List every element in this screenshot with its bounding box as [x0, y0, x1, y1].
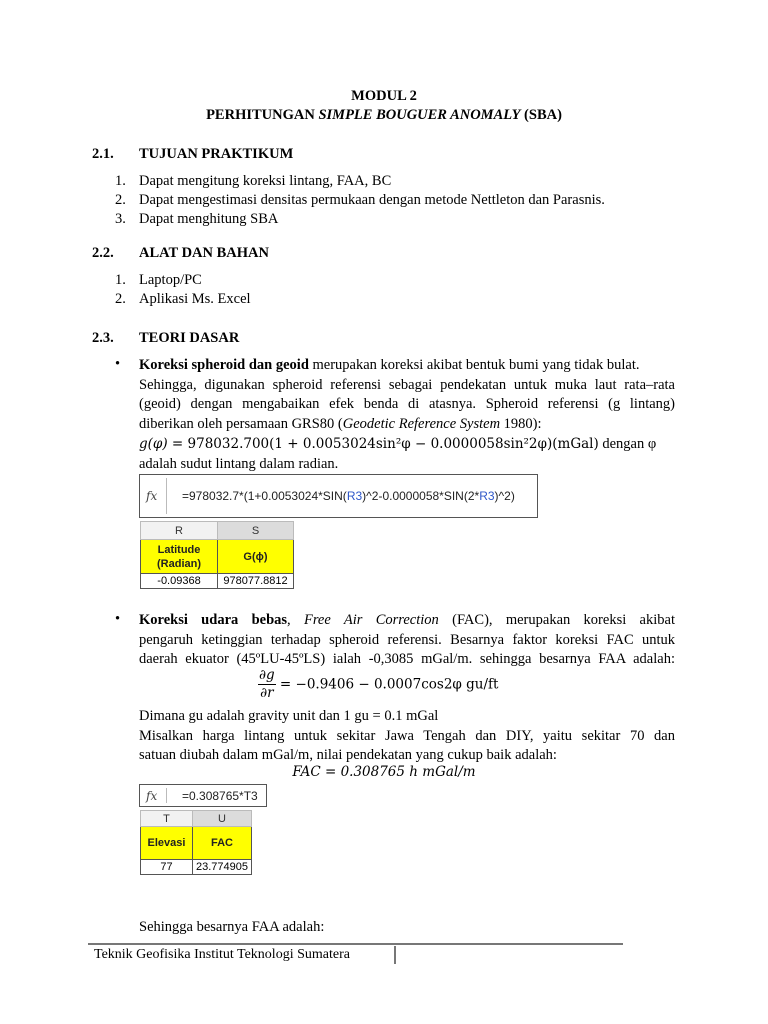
- bullet-icon: •: [115, 611, 121, 627]
- excel-table-gravity: [140, 521, 294, 589]
- title-italic: SIMPLE BOUGUER ANOMALY: [318, 107, 521, 123]
- derivative-formula: [258, 667, 498, 707]
- table-header-cell: G(ϕ): [218, 540, 294, 574]
- derivative-numerator: ∂g: [259, 667, 275, 683]
- section-title-2-1: TUJUAN PRAKTIKUM: [139, 146, 294, 162]
- list-item: [115, 192, 605, 209]
- formula-tail: dengan φ: [598, 436, 657, 453]
- document-title: [0, 107, 768, 124]
- list-number: 2.: [115, 291, 126, 307]
- text-line: satuan diubah dalam mGal/m, nilai pendekatan yang cukup baik adalah:: [139, 747, 557, 764]
- list-text: Dapat mengestimasi densitas permukaan dengan metode Nettleton dan Parasnis.: [139, 192, 605, 208]
- italic-term: Free Air Correction: [303, 612, 439, 628]
- derivative-rhs: = −0.9406 − 0.0007cos2φ gu/ft: [275, 676, 499, 693]
- table-cell: 978077.8812: [218, 574, 294, 589]
- list-number: 3.: [115, 211, 126, 227]
- derivative-denominator: ∂r: [260, 685, 274, 701]
- cell-ref: R3: [479, 489, 495, 503]
- title-prefix: PERHITUNGAN: [206, 107, 319, 123]
- list-number: 1.: [115, 272, 126, 288]
- section-number-2-2: 2.2.: [92, 245, 114, 261]
- cell-ref: R3: [346, 489, 363, 503]
- formula-text: [182, 489, 515, 503]
- fx-icon: fx: [146, 788, 158, 803]
- list-item: [115, 291, 251, 308]
- formula-text: =0.308765*T3: [182, 788, 258, 803]
- excel-table-fac: [140, 810, 252, 875]
- fac-formula: FAC = 0.308765 h mGal/m: [292, 764, 476, 780]
- section-number-2-3: 2.3.: [92, 330, 114, 346]
- title-suffix: (SBA): [520, 107, 562, 123]
- footer-bar: [394, 946, 396, 964]
- text-line: diberikan oleh persamaan GRS80 (: [139, 415, 343, 432]
- formula-rhs: = 978032.700(1 + 0.0053024sin²φ − 0.0000058sin²2φ)(mGal): [167, 436, 599, 453]
- footer-divider: [88, 943, 623, 945]
- bullet-icon: •: [115, 356, 121, 372]
- module-label: MODUL 2: [351, 88, 417, 104]
- excel-formula-bar: [139, 784, 267, 807]
- list-number: 1.: [115, 173, 126, 189]
- footer-text: Teknik Geofisika Institut Teknologi Sumatera: [94, 947, 350, 962]
- text-line: Sehingga, digunakan spheroid referensi sebagai pendekatan untuk muka laut rata–rata: [139, 376, 675, 393]
- divider: [166, 788, 167, 803]
- divider: [166, 478, 167, 514]
- list-text: Dapat menghitung SBA: [139, 211, 279, 227]
- bold-term: Koreksi udara bebas: [139, 612, 288, 628]
- section-number-2-1: 2.1.: [92, 146, 114, 162]
- text-line: Dimana gu adalah gravity unit dan 1 gu = 0.1 mGal: [139, 708, 439, 724]
- column-header: U: [193, 811, 252, 827]
- list-item: [115, 272, 202, 289]
- text-line: 1980):: [500, 415, 542, 432]
- excel-formula-bar: [139, 474, 538, 518]
- text-line: Misalkan harga lintang untuk sekitar Jawa Tengah dan DIY, yaitu sekitar 70 dan: [139, 727, 675, 744]
- table-header-cell: FAC: [193, 827, 252, 860]
- text-line: adalah sudut lintang dalam radian.: [139, 455, 339, 472]
- grs80-formula: [139, 435, 675, 455]
- table-cell: 77: [141, 860, 193, 875]
- section-title-2-2: ALAT DAN BAHAN: [139, 245, 269, 261]
- formula-part: =978032.7*(1+0.0053024*SIN(: [182, 489, 347, 503]
- table-header-cell: Latitude (Radian): [141, 540, 218, 574]
- column-header: T: [141, 811, 193, 827]
- table-cell: 23.774905: [193, 860, 252, 875]
- list-text: Laptop/PC: [139, 272, 202, 288]
- text-line: daerah ekuator (45ºLU-45ºLS) ialah -0,3085 mGal/m. sehingga besarnya FAA adalah:: [139, 651, 675, 668]
- text-line: merupakan koreksi akibat bentuk bumi yang tidak bulat.: [308, 357, 640, 373]
- formula-part: )^2): [494, 489, 515, 503]
- list-text: Dapat mengitung koreksi lintang, FAA, BC: [139, 173, 392, 189]
- text-line: (FAC), merupakan koreksi akibat: [438, 612, 675, 628]
- column-header: R: [141, 522, 218, 540]
- column-header: S: [218, 522, 294, 540]
- section-title-2-3: TEORI DASAR: [139, 330, 240, 346]
- paragraph-fac: [139, 611, 675, 670]
- table-header-cell: Elevasi: [141, 827, 193, 860]
- formula-part: )^2-0.0000058*SIN(2*: [362, 489, 480, 503]
- paragraph-spheroid: [139, 356, 675, 475]
- formula-lhs: g(φ): [139, 436, 168, 453]
- text-line: (geoid) dengan mengabaikan efek benda di atasnya. Spheroid referensi (g lintang): [139, 396, 675, 413]
- table-cell: -0.09368: [141, 574, 218, 589]
- closing-text: Sehingga besarnya FAA adalah:: [139, 919, 325, 935]
- italic-term: Geodetic Reference System: [342, 415, 501, 432]
- list-item: [115, 211, 278, 228]
- text-line: pengaruh ketinggian terhadap spheroid referensi. Besarnya faktor koreksi FAC untuk: [139, 631, 675, 648]
- list-text: Aplikasi Ms. Excel: [139, 291, 251, 307]
- paragraph-fac-cont: [139, 707, 675, 766]
- fx-icon: fx: [146, 489, 158, 503]
- list-item: [115, 173, 391, 190]
- text-part: ,: [287, 612, 304, 628]
- bold-term: Koreksi spheroid dan geoid: [139, 357, 309, 373]
- list-number: 2.: [115, 192, 126, 208]
